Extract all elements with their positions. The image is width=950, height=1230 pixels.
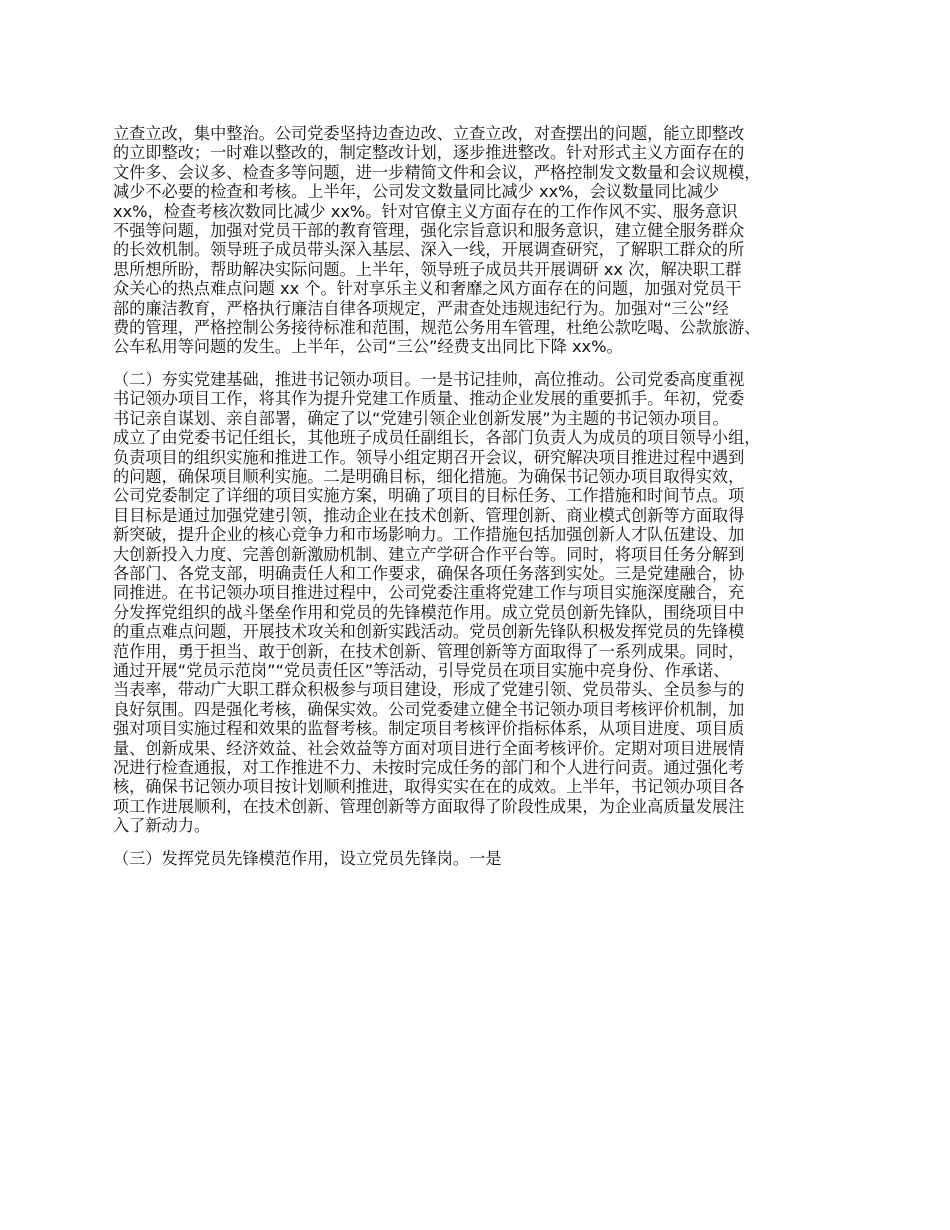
text-line: 不强等问题，加强对党员干部的教育管理，强化宗旨意识和服务意识，建立健全服务群众 — [113, 221, 745, 241]
text-line: 目目标是通过加强党建引领，推动企业在技术创新、管理创新、商业模式创新等方面取得 — [113, 505, 745, 525]
text-line: 同推进。在书记领办项目推进过程中，公司党委注重将党建工作与项目实施深度融合，充 — [113, 583, 745, 603]
text-line: 分发挥党组织的战斗堡垒作用和党员的先锋模范作用。成立党员创新先锋队，围绕项目中 — [113, 602, 745, 622]
text-line: 书记亲自谋划、亲自部署，确定了以“党建引领企业创新发展”为主题的书记领办项目。 — [113, 408, 729, 428]
text-line: 项工作进展顺利，在技术创新、管理创新等方面取得了阶段性成果，为企业高质量发展注 — [113, 796, 745, 816]
text-line: 公车私用等问题的发生。上半年，公司“三公”经费支出同比下降 xx%。 — [113, 337, 623, 357]
paragraph-rectification — [113, 124, 858, 357]
text-line: 的问题，确保项目顺利实施。二是明确目标，细化措施。为确保书记领办项目取得实效， — [113, 466, 745, 486]
text-line: 量、创新成果、经济效益、社会效益等方面对项目进行全面考核评价。定期对项目进展情 — [113, 738, 745, 758]
text-line: 公司党委制定了详细的项目实施方案，明确了项目的目标任务、工作措施和时间节点。项 — [113, 486, 745, 506]
text-line: 各部门、各党支部，明确责任人和工作要求，确保各项任务落到实处。三是党建融合，协 — [113, 563, 745, 583]
text-line: 入了新动力。 — [113, 816, 211, 836]
paragraph-spacer — [113, 836, 858, 849]
text-line: 文件多、会议多、检查多等问题，进一步精简文件和会议，严格控制发文数量和会议规模， — [113, 162, 761, 182]
text-line: 通过开展“党员示范岗”“党员责任区”等活动，引导党员在项目实施中亮身份、作承诺、 — [113, 660, 730, 680]
text-line: 减少不必要的检查和考核。上半年，公司发文数量同比减少 xx%，会议数量同比减少 — [113, 182, 720, 202]
text-line: 强对项目实施过程和效果的监督考核。制定项目考核评价指标体系，从项目进度、项目质 — [113, 719, 745, 739]
text-line: 核，确保书记领办项目按计划顺利推进，取得实实在在的成效。上半年，书记领办项目各 — [113, 777, 745, 797]
text-line: 的重点难点问题，开展技术攻关和创新实践活动。党员创新先锋队积极发挥党员的先锋模 — [113, 622, 745, 642]
text-line: 的长效机制。领导班子成员带头深入基层、深入一线，开展调查研究，了解职工群众的所 — [113, 240, 745, 260]
paragraph-spacer — [113, 357, 858, 370]
text-line: xx%，检查考核次数同比减少 xx%。针对官僚主义方面存在的工作作风不实、服务意识 — [113, 201, 738, 221]
text-line: 成立了由党委书记任组长，其他班子成员任副组长，各部门负责人为成员的项目领导小组， — [113, 428, 761, 448]
paragraph-secretary-project — [113, 370, 858, 836]
text-line: 费的管理，严格控制公务接待标准和范围，规范公务用车管理，杜绝公款吃喝、公款旅游、 — [113, 318, 761, 338]
section-heading-line: （三）发挥党员先锋模范作用，设立党员先锋岗。一是 — [113, 848, 502, 868]
text-line: 负责项目的组织实施和推进工作。领导小组定期召开会议，研究解决项目推进过程中遇到 — [113, 447, 745, 467]
section-heading-line: （二）夯实党建基础，推进书记领办项目。一是书记挂帅，高位推动。公司党委高度重视 — [113, 369, 745, 389]
document-body — [113, 124, 858, 868]
text-line: 部的廉洁教育，严格执行廉洁自律各项规定，严肃查处违规违纪行为。加强对“三公”经 — [113, 298, 729, 318]
text-line: 众关心的热点难点问题 xx 个。针对享乐主义和奢靡之风方面存在的问题，加强对党员干 — [113, 279, 742, 299]
text-line: 书记领办项目工作，将其作为提升党建工作质量、推动企业发展的重要抓手。年初，党委 — [113, 389, 745, 409]
text-line: 的立即整改；一时难以整改的，制定整改计划，逐步推进整改。针对形式主义方面存在的 — [113, 143, 745, 163]
text-line: 立查立改，集中整治。公司党委坚持边查边改、立查立改，对查摆出的问题，能立即整改 — [113, 124, 745, 143]
text-line: 思所想所盼，帮助解决实际问题。上半年，领导班子成员共开展调研 xx 次，解决职工群 — [113, 259, 742, 279]
text-line: 范作用，勇于担当、敢于创新，在技术创新、管理创新等方面取得了一系列成果。同时， — [113, 641, 745, 661]
text-line: 新突破，提升企业的核心竞争力和市场影响力。工作措施包括加强创新人才队伍建设、加 — [113, 525, 745, 545]
text-line: 大创新投入力度、完善创新激励机制、建立产学研合作平台等。同时，将项目任务分解到 — [113, 544, 745, 564]
text-line: 当表率，带动广大职工群众积极参与项目建设，形成了党建引领、党员带头、全员参与的 — [113, 680, 745, 700]
text-line: 良好氛围。四是强化考核，确保实效。公司党委建立健全书记领办项目考核评价机制，加 — [113, 699, 745, 719]
paragraph-vanguard-post — [113, 849, 858, 868]
text-line: 况进行检查通报，对工作推进不力、未按时完成任务的部门和个人进行问责。通过强化考 — [113, 758, 745, 777]
